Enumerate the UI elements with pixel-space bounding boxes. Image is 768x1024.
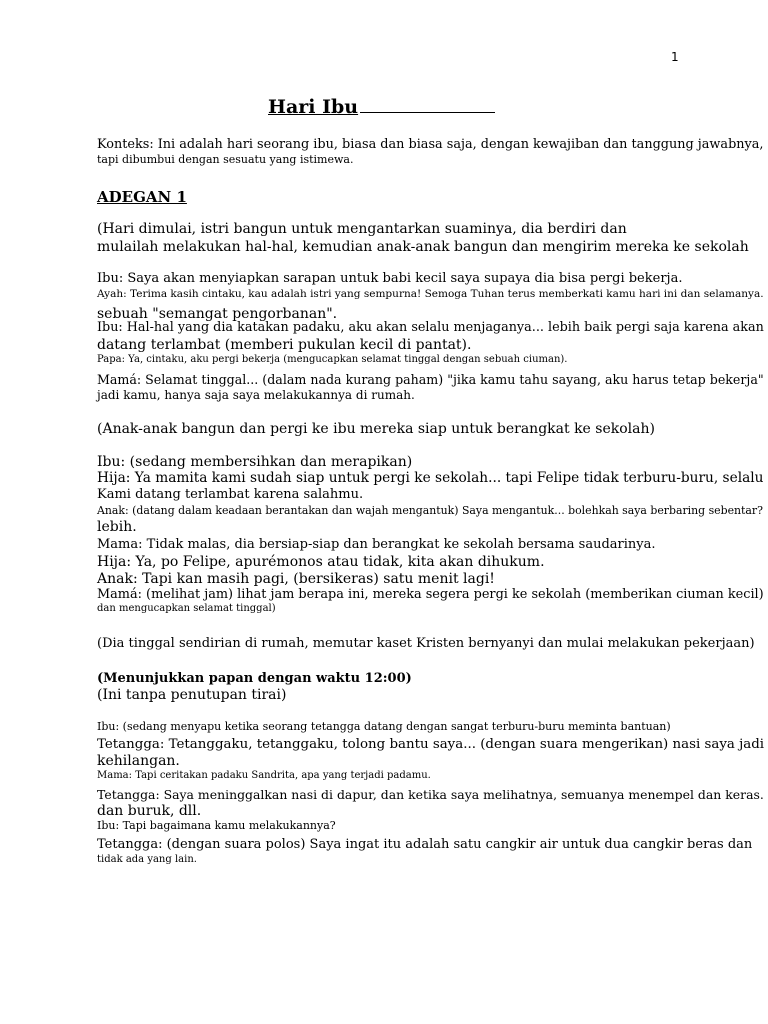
script-line: Ibu: (sedang membersihkan dan merapikan) [97, 454, 413, 470]
script-line: (Menunjukkan papan dengan waktu 12:00) [97, 671, 412, 686]
script-line: Tetangga: Saya meninggalkan nasi di dapur, dan ketika saya melihatnya, semuanya menempel dan keras. [97, 787, 764, 802]
script-line: Papa: Ya, cintaku, aku pergi bekerja (mengucapkan selamat tinggal dengan sebuah ciuman). [97, 354, 568, 365]
script-line: (Dia tinggal sendirian di rumah, memutar kaset Kristen bernyanyi dan mulai melakukan pekerjaan) [97, 636, 755, 651]
script-line: (Anak-anak bangun dan pergi ke ibu mereka siap untuk berangkat ke sekolah) [97, 421, 655, 437]
title-underline [360, 111, 495, 113]
script-line: mulailah melakukan hal-hal, kemudian anak-anak bangun dan mengirim mereka ke sekolah [97, 239, 749, 255]
script-line: Tetangga: Tetanggaku, tetanggaku, tolong bantu saya... (dengan suara mengerikan) nasi saya jadi [97, 737, 765, 752]
context-line-1: Konteks: Ini adalah hari seorang ibu, biasa dan biasa saja, dengan kewajiban dan tanggung jawabnya, [97, 137, 764, 152]
script-line: Ibu: Hal-hal yang dia katakan padaku, aku akan selalu menjaganya... lebih baik pergi saja karena akan [97, 320, 764, 335]
script-line: kehilangan. [97, 753, 180, 769]
script-line: tidak ada yang lain. [97, 854, 197, 865]
script-line: dan mengucapkan selamat tinggal) [97, 603, 276, 614]
script-line: Kami datang terlambat karena salahmu. [97, 487, 364, 502]
script-line: (Ini tanpa penutupan tirai) [97, 687, 287, 703]
script-line: Mamá: Selamat tinggal... (dalam nada kurang paham) "jika kamu tahu sayang, aku harus tetap bekerja" [97, 372, 764, 387]
script-line: datang terlambat (memberi pukulan kecil di pantat). [97, 337, 472, 353]
script-line: Mamá: (melihat jam) lihat jam berapa ini, mereka segera pergi ke sekolah (memberikan ciuman kecil) [97, 587, 764, 602]
title-text: Hari Ibu [268, 96, 359, 118]
script-line: jadi kamu, hanya saja saya melakukannya di rumah. [97, 388, 415, 402]
script-line: sebuah "semangat pengorbanan". [97, 306, 338, 322]
document-title [268, 96, 495, 118]
script-line: Hija: Ya, po Felipe, apurémonos atau tidak, kita akan dihukum. [97, 554, 545, 570]
script-line: Ibu: (sedang menyapu ketika seorang tetangga datang dengan sangat terburu-buru meminta bantuan) [97, 720, 671, 733]
scene-heading: ADEGAN 1 [97, 188, 187, 206]
script-line: lebih. [97, 519, 137, 535]
script-line: Ayah: Terima kasih cintaku, kau adalah istri yang sempurna! Semoga Tuhan terus memberkati kamu hari ini dan selamanya. [97, 288, 764, 300]
script-line: Mama: Tapi ceritakan padaku Sandrita, apa yang terjadi padamu. [97, 770, 431, 781]
script-line: Ibu: Saya akan menyiapkan sarapan untuk babi kecil saya supaya dia bisa pergi bekerja. [97, 271, 683, 286]
script-line: Ibu: Tapi bagaimana kamu melakukannya? [97, 819, 336, 832]
script-line: dan buruk, dll. [97, 803, 202, 819]
context-line-2: tapi dibumbui dengan sesuatu yang istimewa. [97, 153, 354, 166]
script-line: Tetangga: (dengan suara polos) Saya ingat itu adalah satu cangkir air untuk dua cangkir beras dan [97, 837, 753, 852]
script-line: Hija: Ya mamita kami sudah siap untuk pergi ke sekolah... tapi Felipe tidak terburu-buru, selalu [97, 470, 764, 486]
script-line: Mama: Tidak malas, dia bersiap-siap dan berangkat ke sekolah bersama saudarinya. [97, 537, 656, 552]
script-line: (Hari dimulai, istri bangun untuk mengantarkan suaminya, dia berdiri dan [97, 221, 627, 237]
script-line: Anak: (datang dalam keadaan berantakan dan wajah mengantuk) Saya mengantuk... bolehkah saya berbaring sebentar? [97, 504, 763, 517]
script-line: Anak: Tapi kan masih pagi, (bersikeras) satu menit lagi! [97, 571, 495, 587]
page-number: 1 [671, 50, 679, 64]
